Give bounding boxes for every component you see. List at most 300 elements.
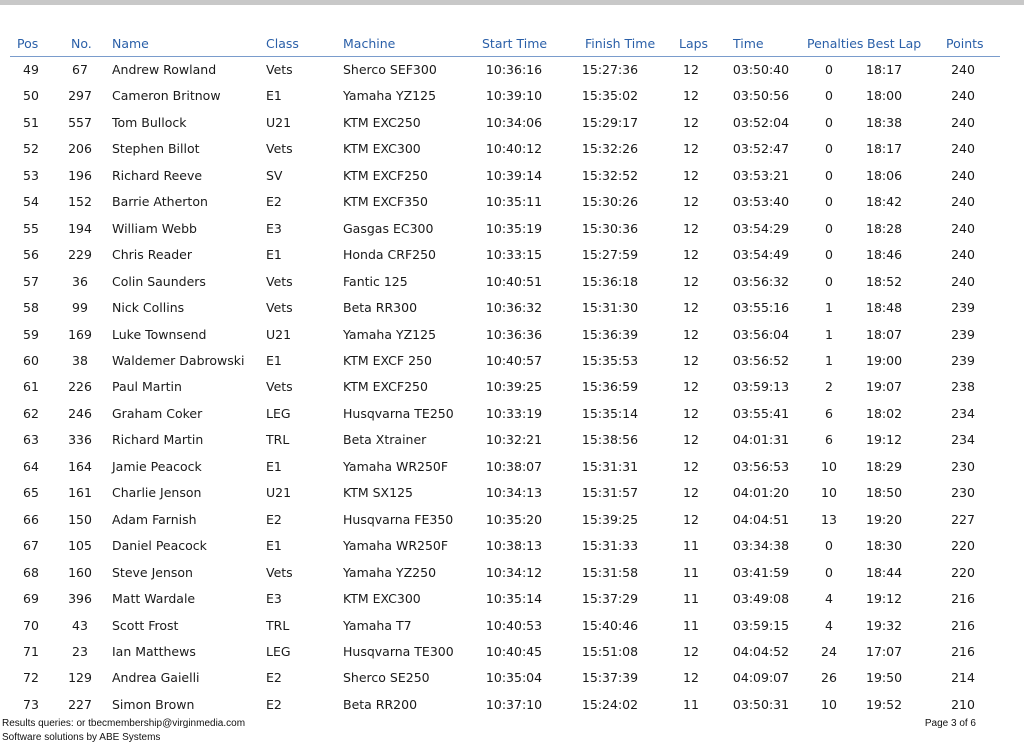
cell-machine: Gasgas EC300: [343, 220, 434, 236]
col-header-laps: Laps: [679, 36, 709, 51]
cell-time: 03:59:13: [732, 379, 790, 395]
cell-name: Adam Farnish: [112, 511, 197, 527]
cell-no: 164: [68, 458, 92, 474]
cell-class: Vets: [266, 564, 293, 580]
cell-points: 230: [951, 485, 975, 501]
table-row: [0, 533, 1024, 559]
cell-name: Tom Bullock: [112, 114, 187, 130]
cell-machine: KTM EXCF250: [343, 379, 428, 395]
cell-laps: 12: [683, 379, 699, 395]
cell-no: 38: [72, 352, 88, 368]
cell-finish: 15:38:56: [581, 432, 639, 448]
cell-points: 220: [951, 538, 975, 554]
cell-laps: 12: [683, 114, 699, 130]
cell-name: Ian Matthews: [112, 643, 196, 659]
cell-no: 169: [68, 326, 92, 342]
cell-class: U21: [266, 326, 292, 342]
cell-time: 04:04:51: [732, 511, 790, 527]
cell-no: 23: [72, 643, 88, 659]
cell-penalties: 0: [825, 538, 833, 554]
cell-machine: Sherco SEF300: [343, 62, 437, 77]
cell-pos: 72: [23, 670, 39, 686]
col-header-class: Class: [266, 36, 299, 51]
cell-name: Luke Townsend: [112, 326, 207, 342]
cell-finish: 15:31:33: [581, 538, 639, 554]
cell-laps: 12: [683, 458, 699, 474]
cell-best-lap: 19:52: [866, 696, 903, 712]
cell-finish: 15:30:26: [581, 194, 639, 210]
cell-pos: 70: [23, 617, 39, 633]
cell-class: E2: [266, 194, 282, 210]
cell-name: Richard Reeve: [112, 167, 203, 183]
cell-time: 03:59:15: [732, 617, 790, 633]
cell-best-lap: 18:17: [866, 62, 903, 77]
cell-laps: 12: [683, 300, 699, 316]
cell-name: Matt Wardale: [112, 591, 196, 607]
cell-best-lap: 18:50: [866, 485, 903, 501]
cell-penalties: 0: [825, 114, 833, 130]
table-row: [0, 83, 1024, 109]
cell-laps: 12: [683, 88, 699, 104]
cell-pos: 71: [23, 643, 39, 659]
cell-pos: 55: [23, 220, 39, 236]
cell-laps: 12: [683, 352, 699, 368]
col-header-pos: Pos: [17, 36, 39, 51]
cell-finish: 15:40:46: [581, 617, 639, 633]
results-table: [0, 57, 1024, 718]
cell-no: 206: [68, 141, 92, 157]
cell-pos: 67: [23, 538, 39, 554]
cell-pos: 60: [23, 352, 39, 368]
cell-class: Vets: [266, 300, 293, 316]
cell-finish: 15:37:29: [581, 591, 639, 607]
cell-pos: 49: [23, 62, 39, 77]
table-row: [0, 295, 1024, 321]
cell-no: 229: [68, 247, 92, 263]
cell-finish: 15:36:59: [581, 379, 639, 395]
cell-class: LEG: [266, 405, 291, 421]
cell-machine: Sherco SE250: [343, 670, 430, 686]
cell-laps: 12: [683, 194, 699, 210]
cell-finish: 15:31:58: [581, 564, 639, 580]
cell-time: 04:01:31: [732, 432, 790, 448]
cell-start: 10:33:15: [485, 247, 543, 263]
cell-name: Charlie Jenson: [112, 485, 202, 501]
col-header-no: No.: [71, 36, 92, 51]
cell-class: TRL: [266, 617, 290, 633]
table-row: [0, 586, 1024, 612]
cell-points: 210: [951, 696, 975, 712]
cell-penalties: 0: [825, 88, 833, 104]
cell-penalties: 10: [821, 458, 837, 474]
table-row: [0, 374, 1024, 400]
cell-best-lap: 18:48: [866, 300, 903, 316]
cell-start: 10:40:57: [485, 352, 543, 368]
cell-points: 214: [951, 670, 975, 686]
col-header-penalties: Penalties: [807, 36, 864, 51]
cell-penalties: 13: [821, 511, 837, 527]
cell-best-lap: 18:29: [866, 458, 903, 474]
cell-penalties: 2: [825, 379, 833, 395]
table-row: [0, 189, 1024, 215]
cell-points: 234: [951, 405, 975, 421]
cell-start: 10:39:10: [485, 88, 543, 104]
cell-best-lap: 18:30: [866, 538, 903, 554]
cell-penalties: 1: [825, 326, 833, 342]
cell-laps: 12: [683, 485, 699, 501]
table-row: [0, 401, 1024, 427]
cell-points: 239: [951, 352, 975, 368]
cell-start: 10:40:12: [485, 141, 543, 157]
table-header: [0, 34, 1024, 56]
cell-name: Simon Brown: [112, 696, 195, 712]
cell-machine: Beta RR200: [343, 696, 418, 712]
cell-no: 67: [72, 62, 88, 77]
cell-machine: KTM SX125: [343, 485, 413, 501]
cell-time: 03:50:56: [732, 88, 790, 104]
cell-pos: 61: [23, 379, 39, 395]
cell-laps: 12: [683, 432, 699, 448]
cell-machine: Yamaha T7: [343, 617, 412, 633]
cell-best-lap: 19:00: [866, 352, 903, 368]
cell-best-lap: 18:06: [866, 167, 903, 183]
cell-time: 03:56:04: [732, 326, 790, 342]
cell-start: 10:40:51: [485, 273, 543, 289]
cell-points: 240: [951, 220, 975, 236]
cell-pos: 65: [23, 485, 39, 501]
cell-best-lap: 19:32: [866, 617, 903, 633]
cell-machine: Beta Xtrainer: [343, 432, 427, 448]
cell-name: Jamie Peacock: [112, 458, 202, 474]
cell-no: 43: [72, 617, 88, 633]
cell-time: 03:52:47: [732, 141, 790, 157]
cell-start: 10:32:21: [485, 432, 543, 448]
cell-start: 10:36:36: [485, 326, 543, 342]
cell-pos: 50: [23, 88, 39, 104]
cell-best-lap: 18:46: [866, 247, 903, 263]
cell-finish: 15:35:53: [581, 352, 639, 368]
col-header-best-lap: Best Lap: [867, 36, 922, 51]
cell-finish: 15:27:36: [581, 62, 639, 77]
cell-best-lap: 18:17: [866, 141, 903, 157]
cell-name: Nick Collins: [112, 300, 185, 316]
cell-no: 396: [68, 591, 92, 607]
table-row: [0, 507, 1024, 533]
cell-class: E1: [266, 538, 282, 554]
cell-best-lap: 19:12: [866, 432, 903, 448]
table-row: [0, 110, 1024, 136]
cell-points: 240: [951, 247, 975, 263]
cell-name: Steve Jenson: [112, 564, 193, 580]
cell-points: 240: [951, 167, 975, 183]
cell-class: LEG: [266, 643, 291, 659]
cell-penalties: 1: [825, 352, 833, 368]
cell-best-lap: 18:52: [866, 273, 903, 289]
cell-pos: 73: [23, 696, 39, 712]
cell-name: Stephen Billot: [112, 141, 200, 157]
cell-class: U21: [266, 485, 292, 501]
cell-time: 03:56:32: [732, 273, 790, 289]
cell-class: E1: [266, 352, 282, 368]
table-row: [0, 322, 1024, 348]
cell-name: Daniel Peacock: [112, 538, 207, 554]
cell-start: 10:34:13: [485, 485, 543, 501]
cell-finish: 15:36:18: [581, 273, 639, 289]
cell-best-lap: 19:20: [866, 511, 903, 527]
cell-laps: 12: [683, 273, 699, 289]
cell-no: 246: [68, 405, 92, 421]
table-row: [0, 560, 1024, 586]
cell-laps: 12: [683, 62, 699, 77]
cell-class: E1: [266, 458, 282, 474]
cell-name: Chris Reader: [112, 247, 192, 263]
cell-penalties: 10: [821, 696, 837, 712]
cell-time: 03:55:41: [732, 405, 790, 421]
cell-name: Andrea Gaielli: [112, 670, 200, 686]
cell-pos: 51: [23, 114, 39, 130]
cell-name: Colin Saunders: [112, 273, 206, 289]
cell-best-lap: 17:07: [866, 643, 903, 659]
cell-time: 03:53:21: [732, 167, 790, 183]
cell-class: E2: [266, 696, 282, 712]
cell-machine: Fantic 125: [343, 273, 408, 289]
cell-best-lap: 19:12: [866, 591, 903, 607]
cell-start: 10:40:53: [485, 617, 543, 633]
cell-machine: Yamaha YZ125: [343, 88, 437, 104]
cell-start: 10:35:11: [485, 194, 543, 210]
cell-finish: 15:30:36: [581, 220, 639, 236]
cell-no: 105: [68, 538, 92, 554]
cell-machine: Beta RR300: [343, 300, 418, 316]
cell-best-lap: 18:42: [866, 194, 903, 210]
cell-machine: Yamaha YZ125: [343, 326, 437, 342]
cell-no: 557: [68, 114, 92, 130]
cell-machine: KTM EXCF250: [343, 167, 428, 183]
cell-finish: 15:31:30: [581, 300, 639, 316]
cell-class: Vets: [266, 379, 293, 395]
cell-best-lap: 19:50: [866, 670, 903, 686]
cell-name: Barrie Atherton: [112, 194, 208, 210]
cell-finish: 15:27:59: [581, 247, 639, 263]
cell-finish: 15:35:14: [581, 405, 639, 421]
top-border: [0, 0, 1024, 5]
cell-penalties: 4: [825, 591, 833, 607]
cell-class: E1: [266, 88, 282, 104]
cell-time: 03:56:53: [732, 458, 790, 474]
cell-finish: 15:37:39: [581, 670, 639, 686]
cell-finish: 15:51:08: [581, 643, 639, 659]
cell-penalties: 0: [825, 220, 833, 236]
cell-name: William Webb: [112, 220, 197, 236]
cell-name: Waldemer Dabrowski: [112, 352, 245, 368]
cell-no: 196: [68, 167, 92, 183]
cell-no: 227: [68, 696, 92, 712]
cell-name: Scott Frost: [112, 617, 179, 633]
cell-penalties: 10: [821, 485, 837, 501]
cell-finish: 15:31:31: [581, 458, 639, 474]
cell-points: 227: [951, 511, 975, 527]
cell-start: 10:35:14: [485, 591, 543, 607]
cell-points: 240: [951, 194, 975, 210]
cell-no: 297: [68, 88, 92, 104]
cell-class: Vets: [266, 141, 293, 157]
cell-machine: Yamaha WR250F: [343, 458, 449, 474]
cell-class: E2: [266, 670, 282, 686]
cell-laps: 11: [683, 538, 699, 554]
cell-points: 238: [951, 379, 975, 395]
cell-pos: 69: [23, 591, 39, 607]
cell-name: Paul Martin: [112, 379, 182, 395]
cell-time: 03:56:52: [732, 352, 790, 368]
cell-class: Vets: [266, 62, 293, 77]
cell-laps: 11: [683, 591, 699, 607]
cell-penalties: 0: [825, 247, 833, 263]
col-header-machine: Machine: [343, 36, 396, 51]
table-row: [0, 665, 1024, 691]
cell-no: 129: [68, 670, 92, 686]
cell-start: 10:38:13: [485, 538, 543, 554]
cell-machine: KTM EXC250: [343, 114, 421, 130]
cell-points: 240: [951, 88, 975, 104]
cell-penalties: 6: [825, 405, 833, 421]
cell-points: 220: [951, 564, 975, 580]
cell-start: 10:39:14: [485, 167, 543, 183]
table-row: [0, 639, 1024, 665]
cell-class: E2: [266, 511, 282, 527]
cell-pos: 53: [23, 167, 39, 183]
cell-start: 10:38:07: [485, 458, 543, 474]
cell-best-lap: 18:38: [866, 114, 903, 130]
cell-start: 10:35:20: [485, 511, 543, 527]
table-row: [0, 427, 1024, 453]
table-row: [0, 269, 1024, 295]
cell-machine: KTM EXCF350: [343, 194, 428, 210]
table-row: [0, 692, 1024, 718]
cell-finish: 15:39:25: [581, 511, 639, 527]
cell-points: 239: [951, 300, 975, 316]
software-credit-text: Software solutions by ABE Systems: [2, 732, 161, 743]
cell-pos: 54: [23, 194, 39, 210]
cell-machine: Husqvarna TE250: [343, 405, 454, 421]
cell-finish: 15:29:17: [581, 114, 639, 130]
cell-no: 99: [72, 300, 88, 316]
cell-laps: 12: [683, 141, 699, 157]
cell-finish: 15:35:02: [581, 88, 639, 104]
cell-name: Richard Martin: [112, 432, 204, 448]
cell-class: Vets: [266, 273, 293, 289]
table-row: [0, 216, 1024, 242]
cell-class: U21: [266, 114, 292, 130]
cell-class: E3: [266, 591, 282, 607]
cell-time: 03:53:40: [732, 194, 790, 210]
cell-start: 10:34:06: [485, 114, 543, 130]
cell-pos: 56: [23, 247, 39, 263]
cell-machine: Husqvarna TE300: [343, 643, 454, 659]
cell-start: 10:34:12: [485, 564, 543, 580]
cell-laps: 11: [683, 617, 699, 633]
cell-class: TRL: [266, 432, 290, 448]
cell-time: 03:55:16: [732, 300, 790, 316]
cell-no: 160: [68, 564, 92, 580]
cell-time: 04:01:20: [732, 485, 790, 501]
cell-class: E1: [266, 247, 282, 263]
cell-penalties: 0: [825, 273, 833, 289]
cell-no: 36: [72, 273, 88, 289]
cell-start: 10:40:45: [485, 643, 543, 659]
cell-time: 04:09:07: [732, 670, 790, 686]
cell-pos: 58: [23, 300, 39, 316]
col-header-time: Time: [733, 36, 764, 51]
cell-start: 10:33:19: [485, 405, 543, 421]
cell-best-lap: 18:07: [866, 326, 903, 342]
cell-start: 10:35:19: [485, 220, 543, 236]
cell-class: SV: [266, 167, 283, 183]
cell-penalties: 0: [825, 62, 833, 77]
cell-start: 10:36:32: [485, 300, 543, 316]
cell-time: 03:52:04: [732, 114, 790, 130]
cell-finish: 15:32:26: [581, 141, 639, 157]
cell-finish: 15:36:39: [581, 326, 639, 342]
cell-points: 216: [951, 591, 975, 607]
cell-start: 10:36:16: [485, 62, 543, 77]
cell-laps: 11: [683, 696, 699, 712]
cell-laps: 12: [683, 511, 699, 527]
cell-best-lap: 18:02: [866, 405, 903, 421]
cell-name: Cameron Britnow: [112, 88, 221, 104]
table-row: [0, 57, 1024, 83]
cell-start: 10:35:04: [485, 670, 543, 686]
table-row: [0, 454, 1024, 480]
cell-penalties: 0: [825, 564, 833, 580]
cell-laps: 12: [683, 643, 699, 659]
cell-machine: Husqvarna FE350: [343, 511, 454, 527]
table-row: [0, 163, 1024, 189]
cell-finish: 15:24:02: [581, 696, 639, 712]
cell-laps: 11: [683, 564, 699, 580]
cell-laps: 12: [683, 670, 699, 686]
cell-time: 03:54:49: [732, 247, 790, 263]
table-row: [0, 348, 1024, 374]
cell-penalties: 26: [821, 670, 837, 686]
cell-time: 03:54:29: [732, 220, 790, 236]
results-queries-text: Results queries: or tbecmembership@virginmedia.com: [2, 718, 246, 729]
col-header-points: Points: [946, 36, 984, 51]
cell-no: 226: [68, 379, 92, 395]
cell-machine: KTM EXC300: [343, 141, 421, 157]
cell-pos: 57: [23, 273, 39, 289]
cell-time: 04:04:52: [732, 643, 790, 659]
cell-points: 230: [951, 458, 975, 474]
table-row: [0, 480, 1024, 506]
cell-pos: 64: [23, 458, 39, 474]
cell-pos: 62: [23, 405, 39, 421]
cell-name: Graham Coker: [112, 405, 203, 421]
cell-penalties: 0: [825, 167, 833, 183]
cell-pos: 52: [23, 141, 39, 157]
cell-time: 03:50:40: [732, 62, 790, 77]
cell-points: 240: [951, 114, 975, 130]
cell-time: 03:34:38: [732, 538, 790, 554]
col-header-start: Start Time: [482, 36, 548, 51]
cell-pos: 63: [23, 432, 39, 448]
cell-penalties: 6: [825, 432, 833, 448]
cell-no: 161: [68, 485, 92, 501]
cell-name: Andrew Rowland: [112, 62, 217, 77]
cell-class: E3: [266, 220, 282, 236]
cell-best-lap: 18:28: [866, 220, 903, 236]
cell-laps: 12: [683, 405, 699, 421]
cell-machine: KTM EXC300: [343, 591, 421, 607]
